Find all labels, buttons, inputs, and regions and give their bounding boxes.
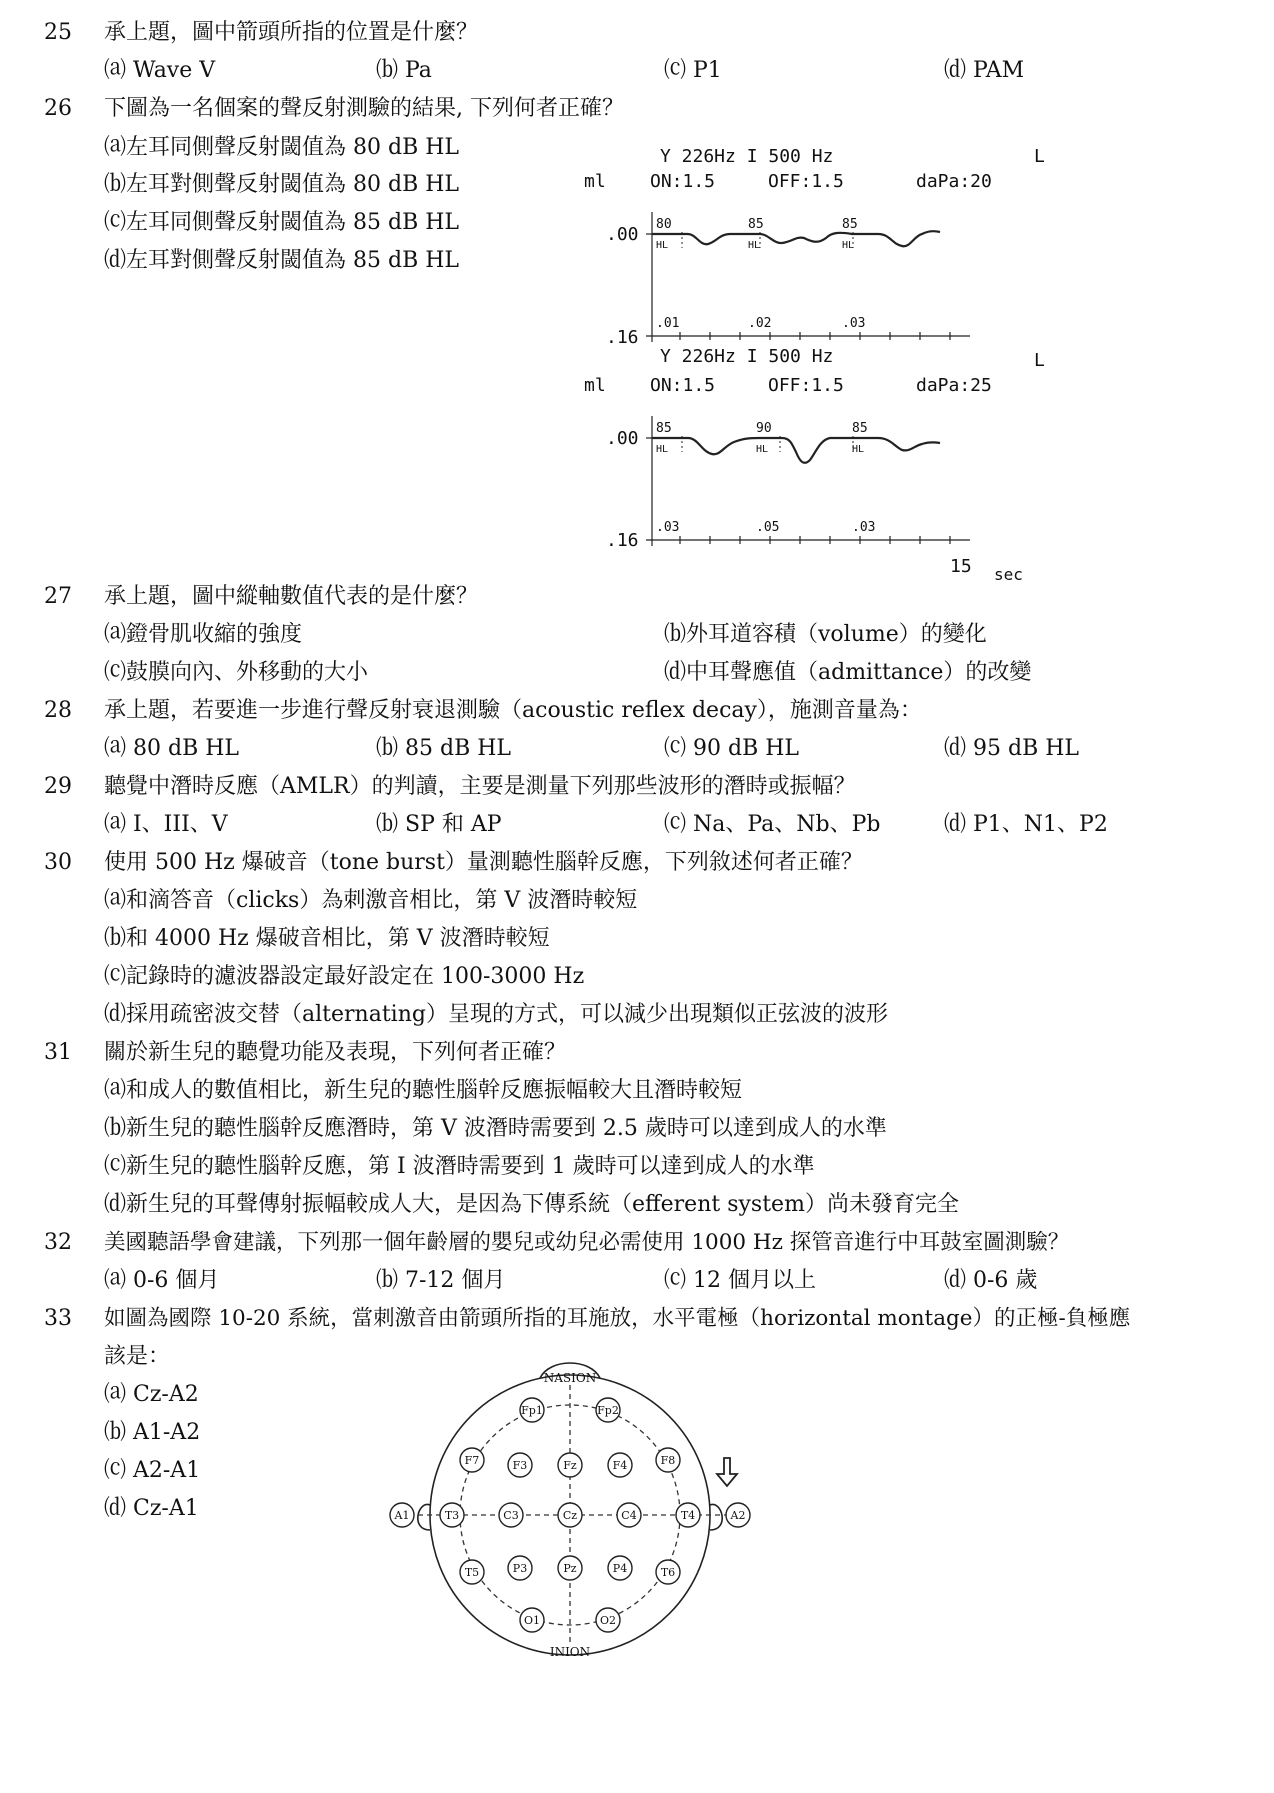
- electrode-c3: C3: [503, 1509, 519, 1522]
- electrode-f4: F4: [612, 1459, 628, 1472]
- bottom-ml-unit: ml: [584, 375, 606, 396]
- q31-option-d: ⒟新生兒的耳聲傳射振幅較成人大，是因為下傳系統（efferent system）尚未發育完全: [104, 1192, 959, 1217]
- q31-number: 31: [44, 1040, 72, 1065]
- q33-stem-line2: 該是：: [104, 1344, 171, 1369]
- q28-stem: 承上題，若要進一步進行聲反射衰退測驗（acoustic reflex decay），施測音量為：: [104, 698, 922, 723]
- right-ear-icon: [710, 1504, 722, 1530]
- bottom-level-3: 85: [852, 421, 868, 436]
- bottom-amp-3: .03: [852, 520, 876, 535]
- electrode-p4: P4: [612, 1562, 628, 1575]
- top-pressure: daPa:20: [916, 171, 992, 192]
- bottom-x-unit: sec: [994, 565, 1023, 584]
- electrode-pz: Pz: [563, 1562, 577, 1575]
- q25-number: 25: [44, 20, 72, 45]
- electrode-f8: F8: [660, 1454, 676, 1467]
- q27-option-a: ⒜鐙骨肌收縮的強度: [104, 622, 303, 647]
- q26-option-a: ⒜左耳同側聲反射閾值為 80 dB HL: [104, 135, 460, 160]
- q32-option-a: ⒜ 0-6 個月: [104, 1268, 220, 1293]
- top-level-2: 85: [748, 217, 764, 232]
- q30-number: 30: [44, 850, 72, 875]
- bottom-y-axis-0: .00: [606, 428, 639, 449]
- q28-option-c: ⒞ 90 dB HL: [664, 736, 800, 761]
- q26-option-d: ⒟左耳對側聲反射閾值為 85 dB HL: [104, 248, 460, 273]
- bottom-on-time: ON:1.5: [650, 375, 716, 396]
- top-off-time: OFF:1.5: [768, 171, 844, 192]
- q26-option-c: ⒞左耳同側聲反射閾值為 85 dB HL: [104, 210, 460, 235]
- top-amp-2: .02: [748, 316, 772, 331]
- bottom-reflex-trace: [652, 438, 940, 463]
- electrode-c4: C4: [621, 1509, 637, 1522]
- q27-number: 27: [44, 584, 72, 609]
- eeg-10-20-diagram: [380, 1340, 760, 1660]
- top-hl-2: HL: [748, 240, 761, 251]
- top-y-axis-0: .00: [606, 224, 639, 245]
- electrode-a1: A1: [394, 1509, 410, 1522]
- electrode-p3: P3: [512, 1562, 528, 1575]
- q33-option-b: ⒝ A1-A2: [104, 1420, 201, 1445]
- top-y-axis-1: .16: [606, 327, 639, 348]
- electrode-t4: T4: [680, 1509, 696, 1522]
- q32-stem: 美國聽語學會建議，下列那一個年齡層的嬰兒或幼兒必需使用 1000 Hz 探管音進行中耳鼓室圖測驗？: [104, 1230, 1070, 1255]
- bottom-probe-stimulus: Y 226Hz I 500 Hz: [660, 346, 834, 367]
- inion-label: INION: [549, 1645, 591, 1659]
- top-reflex-trace: [652, 231, 940, 246]
- top-amp-1: .01: [656, 316, 680, 331]
- q31-option-c: ⒞新生兒的聽性腦幹反應，第 I 波潛時需要到 1 歲時可以達到成人的水準: [104, 1154, 815, 1179]
- q32-number: 32: [44, 1230, 72, 1255]
- electrode-t6: T6: [660, 1566, 676, 1579]
- top-level-1: 80: [656, 217, 672, 232]
- bottom-x-max: 15: [950, 556, 972, 577]
- q30-option-c: ⒞記錄時的濾波器設定最好設定在 100-3000 Hz: [104, 964, 585, 989]
- bottom-amp-1: .03: [656, 520, 680, 535]
- q31-stem: 關於新生兒的聽覺功能及表現，下列何者正確？: [104, 1040, 567, 1065]
- top-amp-3: .03: [842, 316, 866, 331]
- q27-stem: 承上題，圖中縱軸數值代表的是什麼？: [104, 584, 479, 609]
- q25-option-a: ⒜ Wave V: [104, 58, 216, 83]
- q25-option-c: ⒞ P1: [664, 58, 722, 83]
- q25-option-d: ⒟ PAM: [944, 58, 1025, 83]
- q28-option-b: ⒝ 85 dB HL: [376, 736, 512, 761]
- q31-option-b: ⒝新生兒的聽性腦幹反應潛時，第 V 波潛時需要到 2.5 歲時可以達到成人的水準: [104, 1116, 887, 1141]
- electrode-o2: O2: [599, 1614, 617, 1627]
- electrode-o1: O1: [523, 1614, 541, 1627]
- top-probe-stimulus: Y 226Hz I 500 Hz: [660, 146, 834, 167]
- q31-option-a: ⒜和成人的數值相比，新生兒的聽性腦幹反應振幅較大且潛時較短: [104, 1078, 743, 1103]
- q33-option-c: ⒞ A2-A1: [104, 1458, 201, 1483]
- q27-option-d: ⒟中耳聲應值（admittance）的改變: [664, 660, 1032, 685]
- down-arrow-icon: [717, 1458, 737, 1486]
- top-level-3: 85: [842, 217, 858, 232]
- bottom-off-time: OFF:1.5: [768, 375, 844, 396]
- bottom-amp-2: .05: [756, 520, 780, 535]
- q32-option-b: ⒝ 7-12 個月: [376, 1268, 506, 1293]
- bottom-hl-2: HL: [756, 444, 769, 455]
- q33-option-d: ⒟ Cz-A1: [104, 1496, 199, 1521]
- q30-stem: 使用 500 Hz 爆破音（tone burst）量測聽性腦幹反應，下列敘述何者正確？: [104, 850, 863, 875]
- bottom-level-2: 90: [756, 421, 772, 436]
- q26-option-b: ⒝左耳對側聲反射閾值為 80 dB HL: [104, 172, 460, 197]
- q27-option-c: ⒞鼓膜向內、外移動的大小: [104, 660, 369, 685]
- q28-option-a: ⒜ 80 dB HL: [104, 736, 240, 761]
- top-hl-1: HL: [656, 240, 669, 251]
- q26-stem: 下圖為一名個案的聲反射測驗的結果, 下列何者正確？: [104, 96, 624, 121]
- bottom-pressure: daPa:25: [916, 375, 992, 396]
- q26-number: 26: [44, 96, 72, 121]
- electrode-t5: T5: [464, 1566, 480, 1579]
- q29-stem: 聽覺中潛時反應（AMLR）的判讀，主要是測量下列那些波形的潛時或振幅？: [104, 774, 856, 799]
- top-ml-unit: ml: [584, 171, 606, 192]
- electrode-cz: Cz: [562, 1509, 578, 1522]
- q28-option-d: ⒟ 95 dB HL: [944, 736, 1080, 761]
- electrode-fz: Fz: [563, 1459, 577, 1472]
- acoustic-reflex-figure: [560, 140, 1080, 590]
- bottom-ear: L: [1034, 350, 1045, 371]
- electrode-f7: F7: [464, 1454, 480, 1467]
- electrode-f3: F3: [512, 1459, 528, 1472]
- q25-option-b: ⒝ Pa: [376, 58, 432, 83]
- q29-option-d: ⒟ P1、N1、P2: [944, 812, 1108, 837]
- bottom-hl-3: HL: [852, 444, 865, 455]
- q32-option-d: ⒟ 0-6 歲: [944, 1268, 1038, 1293]
- q29-number: 29: [44, 774, 72, 799]
- bottom-y-axis-1: .16: [606, 530, 639, 551]
- electrode-t3: T3: [444, 1509, 460, 1522]
- q29-option-b: ⒝ SP 和 AP: [376, 812, 502, 837]
- top-hl-3: HL: [842, 240, 855, 251]
- top-ear: L: [1034, 146, 1045, 167]
- bottom-hl-1: HL: [656, 444, 669, 455]
- q33-stem-line1: 如圖為國際 10-20 系統，當刺激音由箭頭所指的耳施放，水平電極（horizontal montage）的正極-負極應: [104, 1306, 1131, 1331]
- q33-number: 33: [44, 1306, 72, 1331]
- q27-option-b: ⒝外耳道容積（volume）的變化: [664, 622, 987, 647]
- left-ear-icon: [418, 1504, 430, 1530]
- top-on-time: ON:1.5: [650, 171, 716, 192]
- electrode-a2: A2: [730, 1509, 746, 1522]
- bottom-level-1: 85: [656, 421, 672, 436]
- q25-stem: 承上題，圖中箭頭所指的位置是什麼？: [104, 20, 479, 45]
- nasion-label: NASION: [543, 1371, 597, 1385]
- q30-option-a: ⒜和滴答音（clicks）為刺激音相比，第 V 波潛時較短: [104, 888, 638, 913]
- q32-option-c: ⒞ 12 個月以上: [664, 1268, 816, 1293]
- q29-option-a: ⒜ I、III、V: [104, 812, 228, 837]
- electrode-fp2: Fp2: [597, 1404, 619, 1417]
- electrode-fp1: Fp1: [521, 1404, 543, 1417]
- q28-number: 28: [44, 698, 72, 723]
- q29-option-c: ⒞ Na、Pa、Nb、Pb: [664, 812, 881, 837]
- q30-option-d: ⒟採用疏密波交替（alternating）呈現的方式，可以減少出現類似正弦波的波形: [104, 1002, 888, 1027]
- q33-option-a: ⒜ Cz-A2: [104, 1382, 199, 1407]
- q30-option-b: ⒝和 4000 Hz 爆破音相比，第 V 波潛時較短: [104, 926, 550, 951]
